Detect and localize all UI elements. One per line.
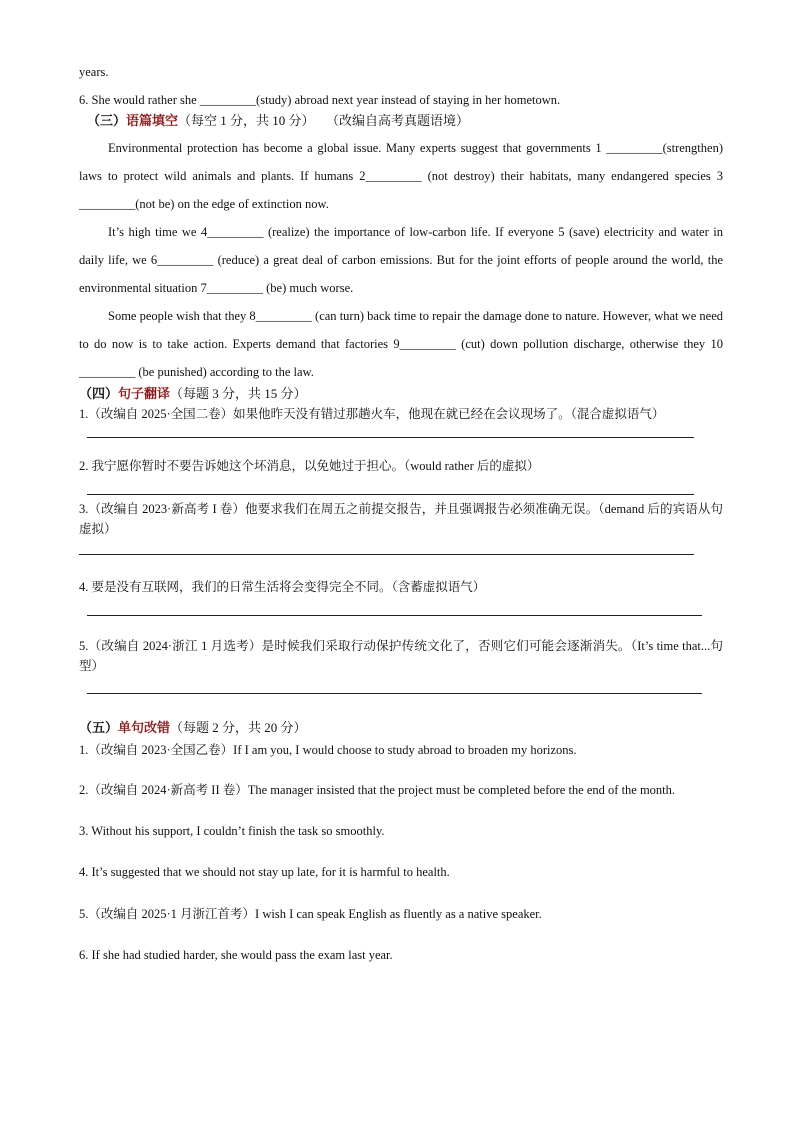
correction-item-5: 5.（改编自 2025·1 月浙江首考）I wish I can speak English as fluently as a native speaker. bbox=[79, 907, 542, 921]
section-note: （改编自高考真题语境） bbox=[332, 113, 470, 128]
section-5-heading bbox=[79, 718, 723, 738]
correction-item-6: 6. If she had studied harder, she would pass the exam last year. bbox=[79, 948, 393, 962]
translation-item-3: 3.（改编自 2023·新高考 I 卷）他要求我们在周五之前提交报告，并且强调报告必须准确无误。（demand 后的宾语从句虚拟） bbox=[79, 502, 723, 536]
text-line: years. bbox=[79, 65, 109, 79]
section-title: 语篇填空 bbox=[126, 113, 179, 128]
answer-line[interactable] bbox=[87, 692, 702, 694]
answer-line[interactable] bbox=[87, 436, 694, 438]
translation-item-4: 4. 要是没有互联网，我们的日常生活将会变得完全不同。（含蓄虚拟语气） bbox=[79, 580, 486, 594]
section-title: 句子翻译 bbox=[118, 386, 171, 401]
section-3-heading bbox=[79, 111, 723, 131]
answer-line[interactable] bbox=[79, 553, 694, 555]
section-score: （每题 3 分，共 15 分） bbox=[170, 386, 307, 401]
passage-paragraph-2: It’s high time we 4_________ (realize) the importance of low-carbon life. If everyone 5 (save) electricity and water in daily life, we 6_________ (reduce) a great deal of carbon emissions. But for the joint efforts of people around the world, the environmental situation 7_________ (be) much worse. bbox=[79, 225, 723, 295]
passage-paragraph-3: Some people wish that they 8_________ (can turn) back time to repair the damage done to nature. However, what we need to do now is to take action. Experts demand that factories 9_________ (cut) down pollution discharge, otherwise they 10 _________ (be punished) according to the law. bbox=[79, 309, 723, 379]
translation-item-1: 1.（改编自 2025·全国二卷）如果他昨天没有错过那趟火车，他现在就已经在会议现场了。（混合虚拟语气） bbox=[79, 407, 665, 421]
answer-line[interactable] bbox=[87, 493, 694, 495]
correction-item-2: 2.（改编自 2024·新高考 II 卷）The manager insisted that the project must be completed before the end of the month. bbox=[79, 783, 676, 797]
section-4-heading bbox=[79, 384, 723, 404]
translation-item-5: 5.（改编自 2024·浙江 1 月选考）是时候我们采取行动保护传统文化了，否则它们可能会逐渐消失。（It’s time that...句型） bbox=[79, 639, 723, 673]
section-title: 单句改错 bbox=[118, 720, 171, 735]
section-score: （每空 1 分，共 10 分） bbox=[178, 113, 315, 128]
question-6: 6. She would rather she _________(study) abroad next year instead of staying in her hometown. bbox=[79, 93, 561, 107]
section-number: （四） bbox=[79, 386, 119, 401]
correction-item-1: 1.（改编自 2023·全国乙卷）If I am you, I would choose to study abroad to broaden my horizons. bbox=[79, 743, 577, 757]
translation-item-2: 2. 我宁愿你暂时不要告诉她这个坏消息，以免她过于担心。（would rather 后的虚拟） bbox=[79, 459, 540, 473]
worksheet-page bbox=[79, 62, 723, 965]
section-score: （每题 2 分，共 20 分） bbox=[170, 720, 307, 735]
correction-item-4: 4. It’s suggested that we should not stay up late, for it is harmful to health. bbox=[79, 865, 450, 879]
section-number: （三） bbox=[87, 113, 127, 128]
correction-item-3: 3. Without his support, I couldn’t finish the task so smoothly. bbox=[79, 824, 385, 838]
passage-paragraph-1: Environmental protection has become a global issue. Many experts suggest that governments 1 _________(strengthen) laws to protect wild animals and plants. If humans 2_________ (not destroy) their habitats, many endangered species 3 _________(not be) on the edge of extinction now. bbox=[79, 141, 723, 211]
answer-line[interactable] bbox=[87, 614, 702, 616]
section-number: （五） bbox=[79, 720, 119, 735]
